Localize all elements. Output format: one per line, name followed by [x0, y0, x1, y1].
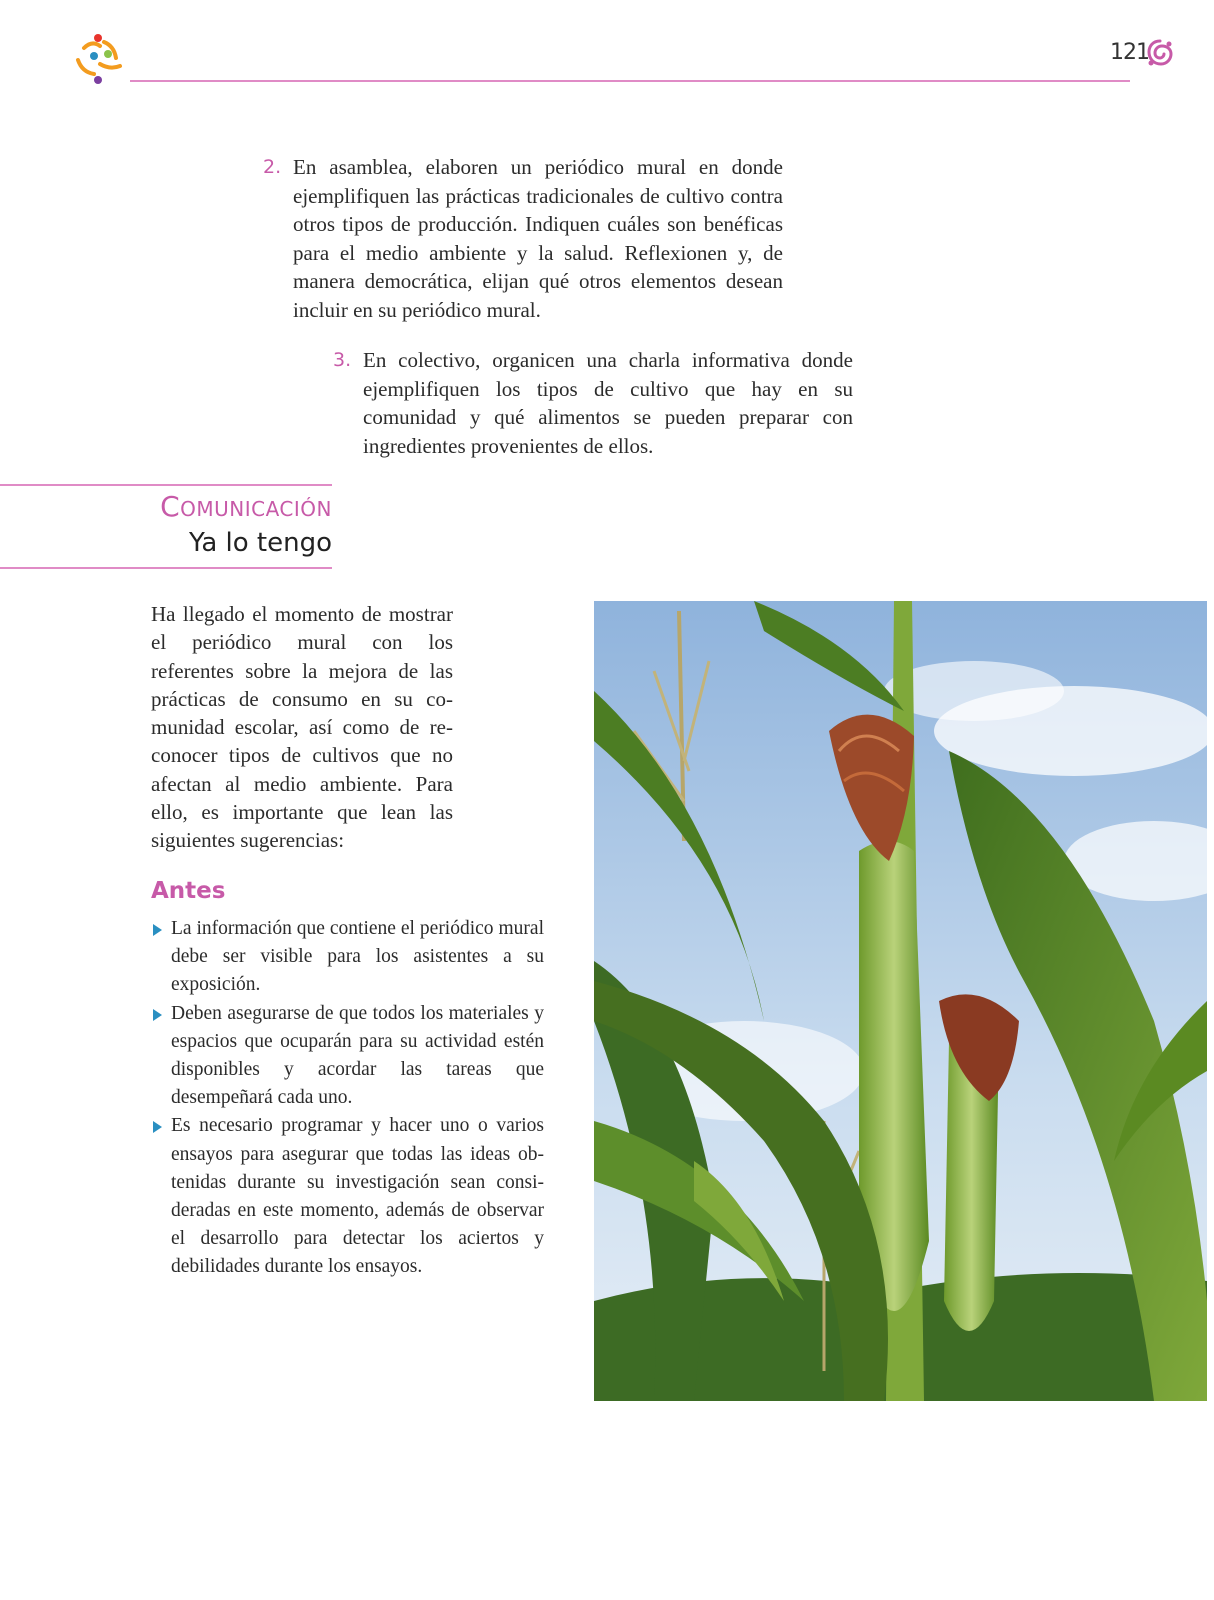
activity-number: 2.: [263, 156, 282, 178]
header-rule: [130, 80, 1130, 82]
activity-number: 3.: [333, 349, 352, 371]
page-number: 121: [1110, 40, 1149, 65]
section-rule-bottom: [0, 567, 332, 569]
activity-text: En colectivo, organicen una charla informativa donde ejemplifiquen los tipos de cultivo que hay en su comunidad y qué alimentos se pueden preparar con ingredientes provenientes de ellos.: [363, 348, 853, 458]
intro-paragraph: Ha llegado el momento de mostrar el periódico mural con los referentes sobre la mejora de las prácticas de consumo en su comunidad escolar, así como de reconocer tipos de cultivos que no afectan al medio ambiente. Para ello, es importante que lean las siguientes sugerencias:: [151, 602, 453, 853]
corn-plant-photo: [594, 601, 1207, 1401]
bullet-triangle-icon: [153, 924, 162, 936]
section-title: Comunicación: [160, 490, 332, 523]
list-item: Deben asegurarse de que todos los materiales y espacios que ocuparán para su actividad estén disponibles y acordar las tareas que desempeñará cada uno.: [151, 1000, 544, 1113]
section-subtitle: Ya lo tengo: [189, 528, 332, 558]
bullet-triangle-icon: [153, 1009, 162, 1021]
activity-text: En asamblea, elaboren un periódico mural en donde ejemplifiquen las prácticas tradicionales de cultivo contra otros tipos de producción. Indiquen cuáles son benéficas para el medio ambiente y la salud. Reflexionen y, de manera democrática, elijan qué otros elementos desean incluir en su periódico mural.: [293, 155, 783, 322]
activity-item-2: [263, 153, 783, 324]
activity-item-3: [333, 346, 853, 460]
page-ornament-icon: [1145, 38, 1175, 68]
list-item: La información que contiene el periódico mural debe ser visible para los asistentes a su exposición.: [151, 915, 544, 1000]
antes-list: [151, 915, 544, 1282]
bullet-triangle-icon: [153, 1121, 162, 1133]
series-logo-icon: [70, 30, 126, 86]
antes-heading: Antes: [151, 878, 226, 904]
section-rule-top: [0, 484, 332, 486]
list-item: Es necesario programar y hacer uno o varios ensayos para asegurar que todas las ideas obtenidas durante su investigación sean consideradas en este momento, además de observar el desarrollo para detectar los aciertos y debilidades durante los ensayos.: [151, 1112, 544, 1281]
